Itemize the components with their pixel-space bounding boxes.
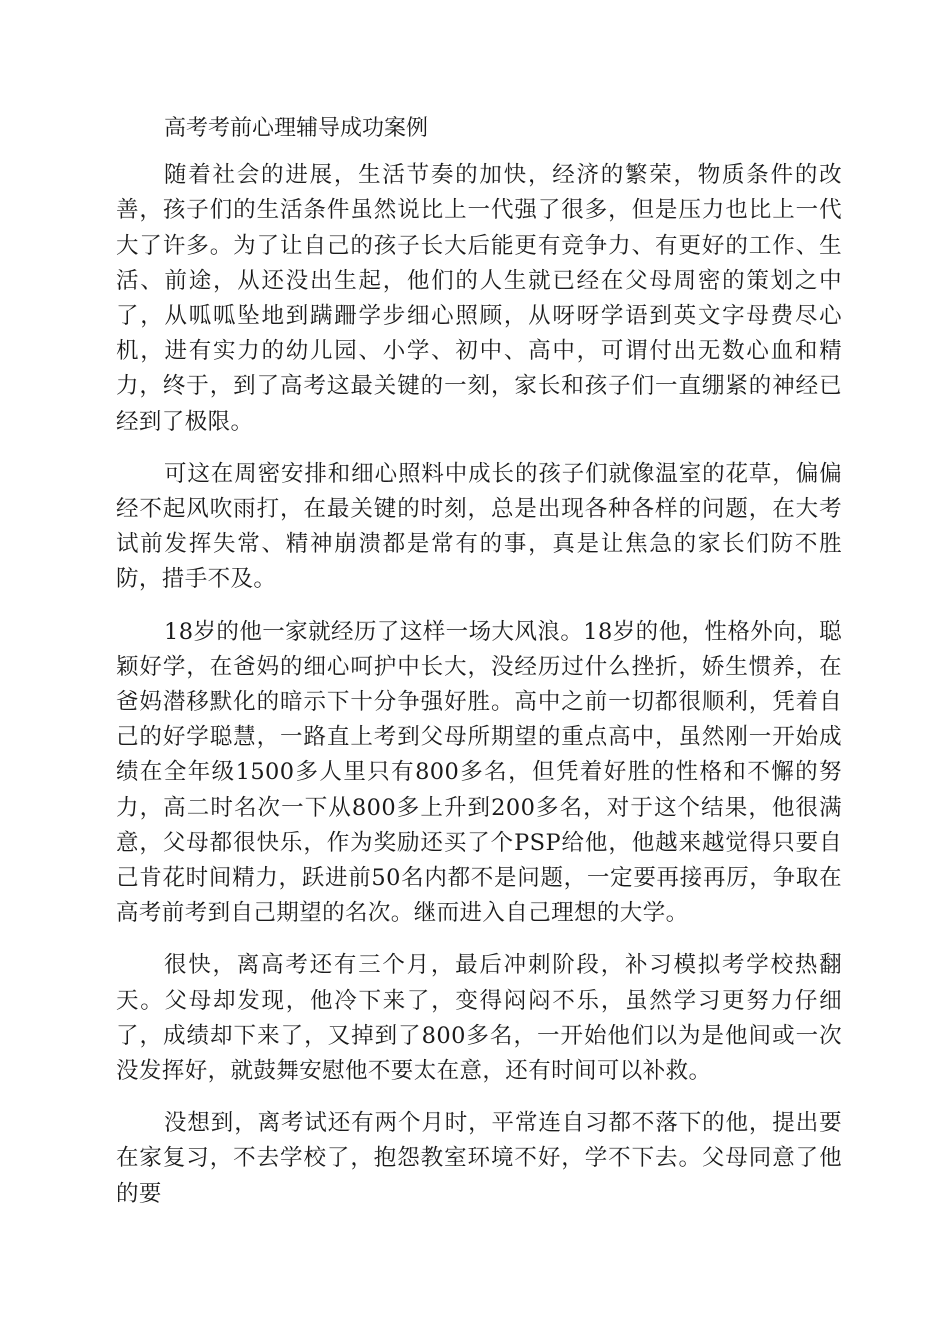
paragraph-4: 很快，离高考还有三个月，最后冲刺阶段，补习模拟考学校热翻天。父母却发现，他冷下来了，变得闷闷不乐，虽然学习更努力仔细了，成绩却下来了，又掉到了800多名，一开始他们以为是他间或一次没发挥好，就鼓舞安慰他不要太在意，还有时间可以补救。: [116, 952, 842, 1085]
document-title: 高考考前心理辅导成功案例: [164, 116, 429, 141]
paragraph-1: 随着社会的进展，生活节奏的加快，经济的繁荣，物质条件的改善，孩子们的生活条件虽然说比上一代强了很多，但是压力也比上一代大了许多。为了让自己的孩子长大后能更有竞争力、有更好的工作、生活、前途，从还没出生起，他们的人生就已经在父母周密的策划之中了，从呱呱坠地到蹒跚学步细心照顾，从呀呀学语到英文字母费尽心机，进有实力的幼儿园、小学、初中、高中，可谓付出无数心血和精力，终于，到了高考这最关键的一刻，家长和孩子们一直绷紧的神经已经到了极限。: [116, 162, 842, 435]
paragraph-5: 没想到，离考试还有两个月时，平常连自习都不落下的他，提出要在家复习，不去学校了，抱怨教室环境不好，学不下去。父母同意了他的要: [116, 1110, 842, 1207]
paragraph-3: 18岁的他一家就经历了这样一场大风浪。18岁的他，性格外向，聪颖好学，在爸妈的细心呵护中长大，没经历过什么挫折，娇生惯养，在爸妈潜移默化的暗示下十分争强好胜。高中之前一切都很顺利，凭着自己的好学聪慧，一路直上考到父母所期望的重点高中，虽然刚一开始成绩在全年级1500多人里只有800多名，但凭着好胜的性格和不懈的努力，高二时名次一下从800多上升到200多名，对于这个结果，他很满意，父母都很快乐，作为奖励还买了个PSP给他，他越来越觉得只要自己肯花时间精力，跃进前50名内都不是问题，一定要再接再厉，争取在高考前考到自己期望的名次。继而进入自己理想的大学。: [116, 618, 842, 927]
document-body: [116, 111, 842, 1229]
paragraph-2: 可这在周密安排和细心照料中成长的孩子们就像温室的花草，偏偏经不起风吹雨打，在最关键的时刻，总是出现各种各样的问题，在大考试前发挥失常、精神崩溃都是常有的事，真是让焦急的家长们防不胜防，措手不及。: [116, 460, 842, 593]
